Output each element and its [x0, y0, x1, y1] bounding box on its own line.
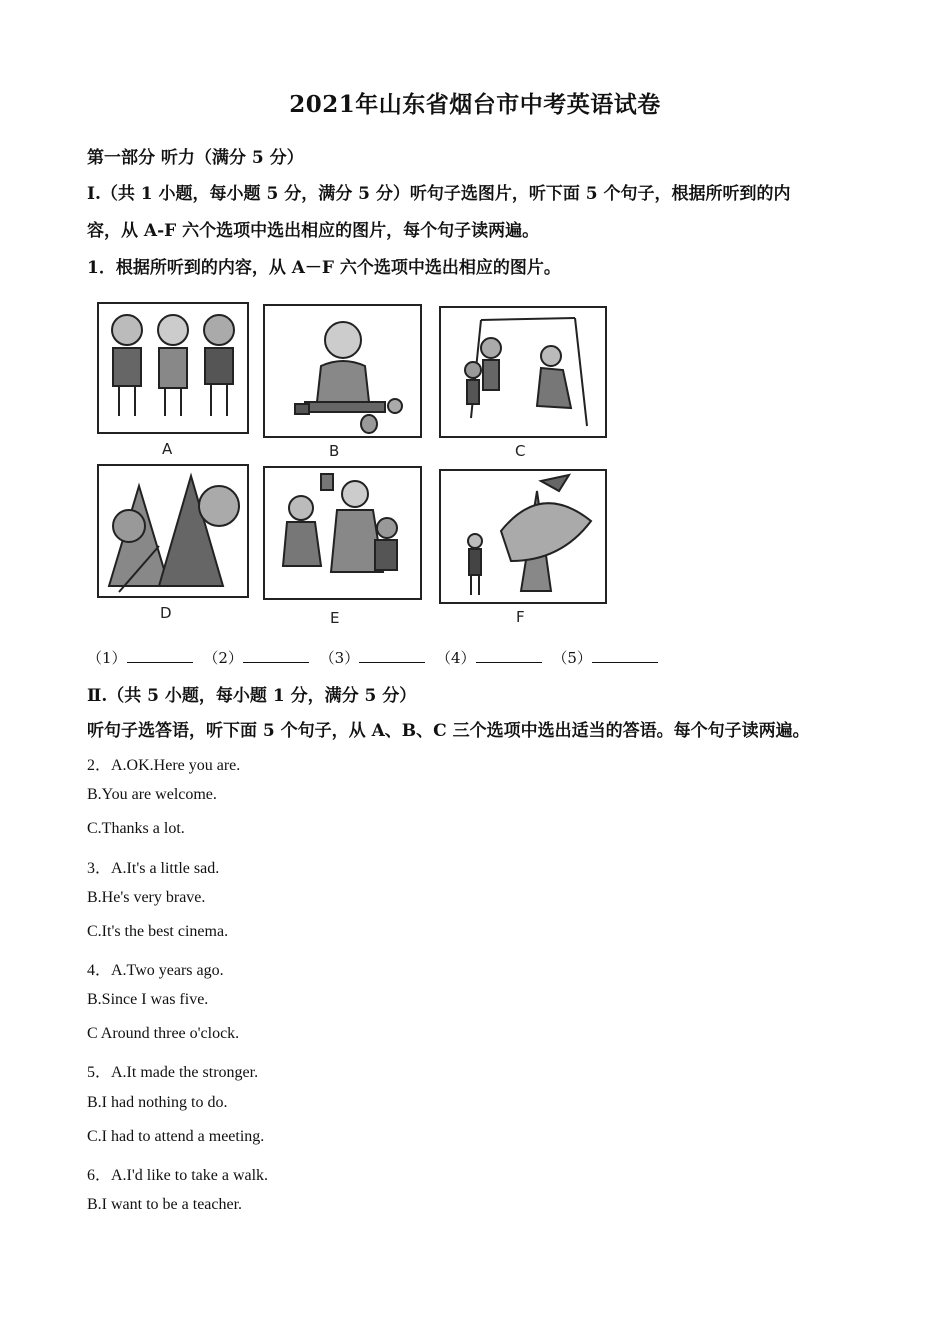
option-5a: 5．A.It made the stronger.	[87, 1064, 259, 1081]
blank-4[interactable]: （4）	[436, 649, 542, 667]
picture-e	[263, 466, 422, 600]
picture-b-label: B	[329, 442, 340, 460]
option-2a: 2．A.OK.Here you are.	[87, 757, 241, 774]
man-tree-icon	[441, 471, 605, 602]
section2-title: Ⅱ.（共 5 小题，每小题 1 分，满分 5 分）	[87, 686, 417, 706]
answer-blanks	[87, 647, 664, 668]
picture-f	[439, 469, 607, 604]
playground-swing-icon	[441, 308, 605, 436]
question-1: 1．根据所听到的内容，从 A－F 六个选项中选出相应的图片。	[87, 258, 561, 278]
picture-d-label: D	[160, 604, 172, 622]
option-4c: C Around three o'clock.	[87, 1025, 240, 1042]
three-children-icon	[99, 304, 247, 432]
option-6a: 6．A.I'd like to take a walk.	[87, 1167, 269, 1184]
option-3b: B.He's very brave.	[87, 889, 206, 906]
picture-d	[97, 464, 249, 598]
family-sitting-icon	[265, 468, 420, 598]
blank-5[interactable]: （5）	[552, 649, 658, 667]
option-4a: 4．A.Two years ago.	[87, 962, 224, 979]
option-3a: 3．A.It's a little sad.	[87, 860, 220, 877]
blank-1[interactable]: （1）	[87, 649, 193, 667]
girl-pottery-icon	[265, 306, 420, 436]
option-2c: C.Thanks a lot.	[87, 820, 185, 837]
picture-a-label: A	[162, 440, 173, 458]
section2-instruction: 听句子选答语，听下面 5 个句子，从 A、B、C 三个选项中选出适当的答语。每个句子读两遍。	[87, 721, 810, 741]
option-5c: C.I had to attend a meeting.	[87, 1128, 265, 1145]
picture-f-label: F	[516, 608, 525, 626]
picture-e-label: E	[330, 609, 340, 627]
section1-instruction-line1: Ⅰ.（共 1 小题，每小题 5 分，满分 5 分）听句子选图片，听下面 5 个句子，根据所听到的内	[87, 184, 791, 204]
forest-scene-icon	[99, 466, 247, 596]
page-title: 2021年山东省烟台市中考英语试卷	[289, 91, 661, 118]
option-2b: B.You are welcome.	[87, 786, 217, 803]
option-5b: B.I had nothing to do.	[87, 1094, 228, 1111]
picture-c	[439, 306, 607, 438]
part-heading: 第一部分 听力（满分 5 分）	[87, 148, 304, 168]
blank-2[interactable]: （2）	[203, 649, 309, 667]
picture-a	[97, 302, 249, 434]
picture-b	[263, 304, 422, 438]
option-6b: B.I want to be a teacher.	[87, 1196, 243, 1213]
option-3c: C.It's the best cinema.	[87, 923, 229, 940]
picture-c-label: C	[515, 442, 526, 460]
section1-instruction-line2: 容，从 A-F 六个选项中选出相应的图片，每个句子读两遍。	[87, 221, 540, 241]
option-4b: B.Since I was five.	[87, 991, 209, 1008]
blank-3[interactable]: （3）	[320, 649, 426, 667]
